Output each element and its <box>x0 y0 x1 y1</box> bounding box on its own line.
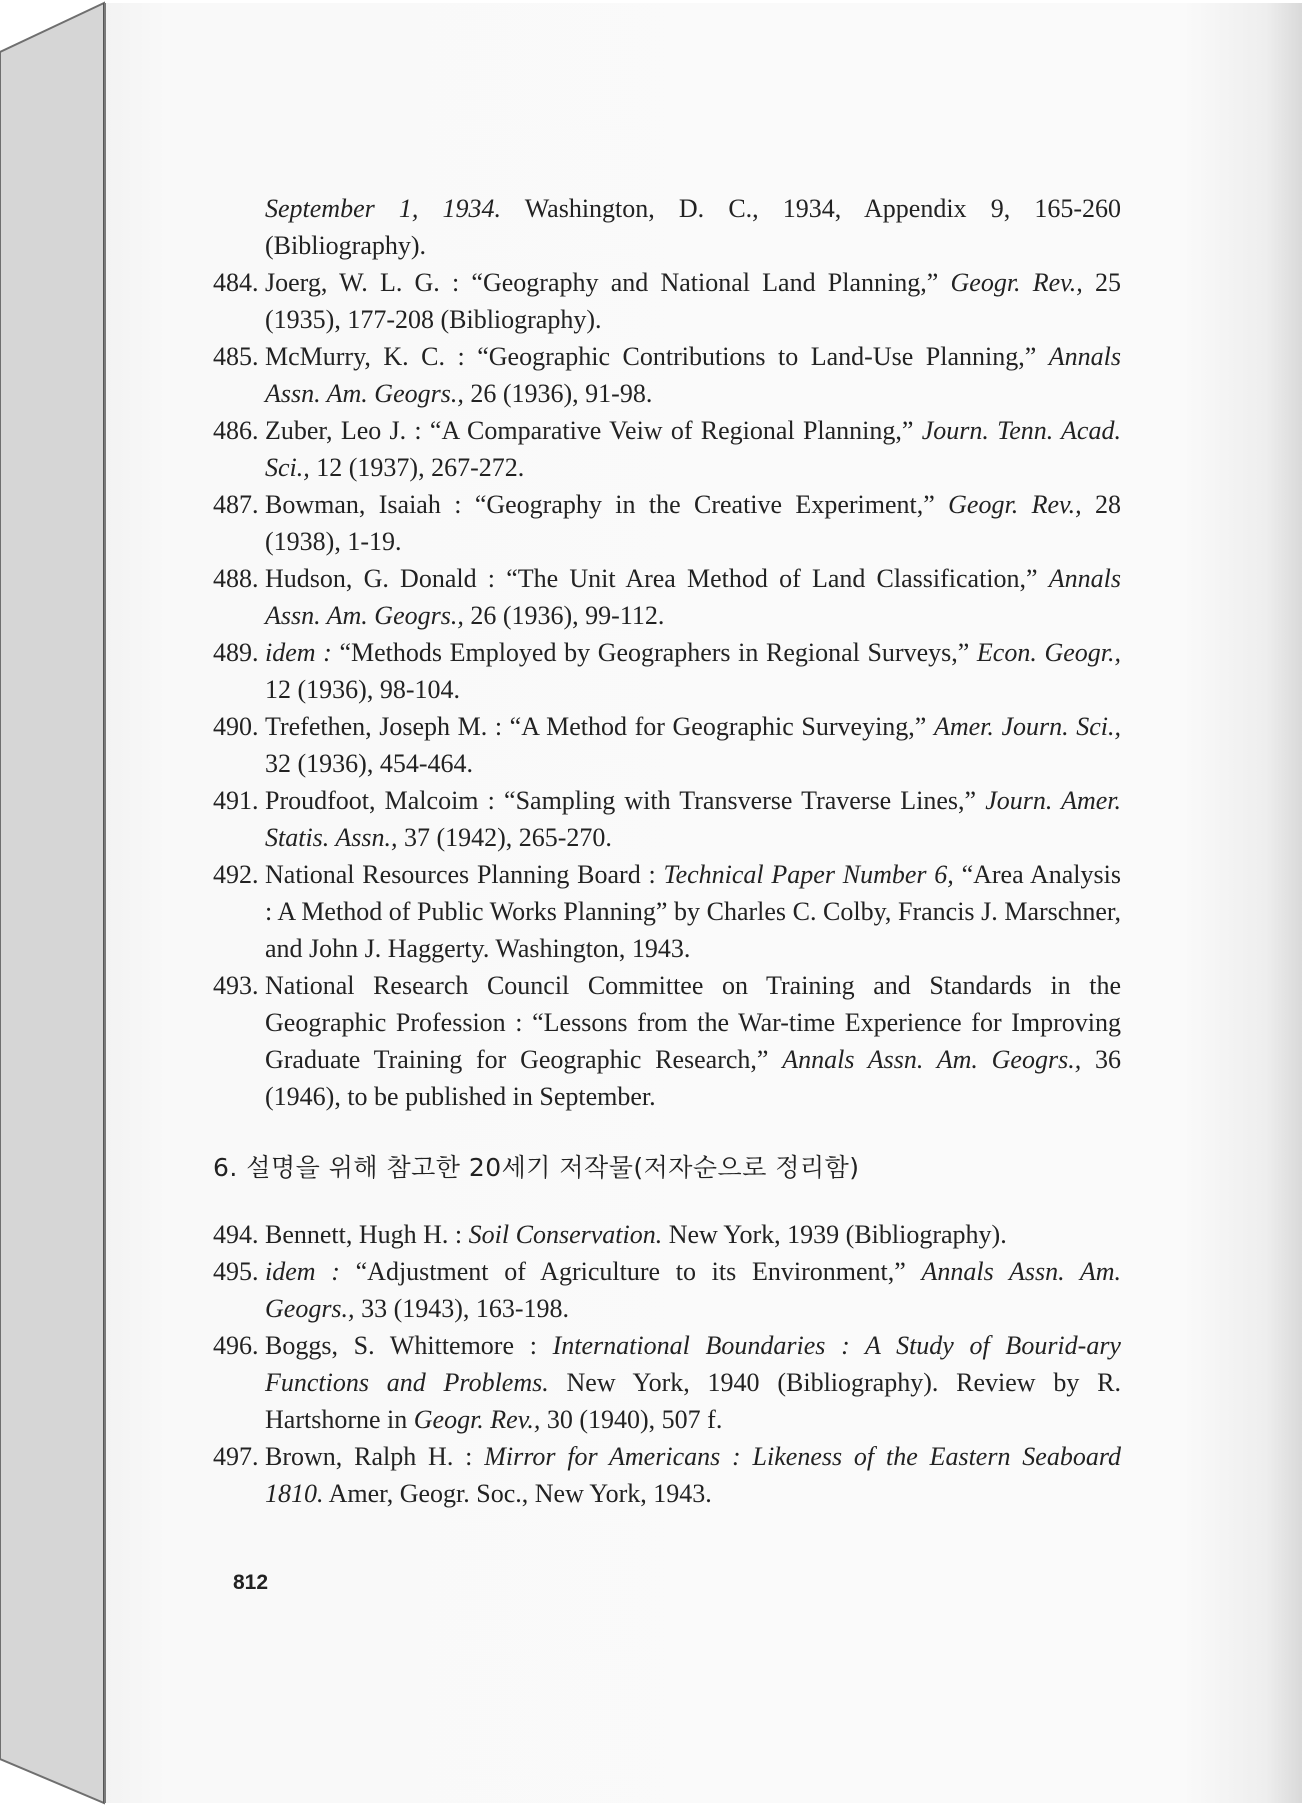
entry-number: 495. <box>213 1257 259 1286</box>
entry-text-segment: Amer, Geogr. Soc., New York, 1943. <box>323 1479 712 1508</box>
entry-italic-title: Journ. Amer. Statis. Assn., <box>265 786 1122 852</box>
entry-text-segment: “Adjustment of Agriculture to its Environment,” <box>339 1257 922 1286</box>
bibliography-entry <box>213 1216 1121 1253</box>
entry-text <box>265 1327 1121 1438</box>
entry-text <box>265 634 1121 708</box>
bibliography-entry <box>213 486 1121 560</box>
continued-entry-text: Washington, D. C., 1934, Appendix 9, 165-260 (Bibliography). <box>265 194 1121 260</box>
entry-number: 491. <box>213 786 259 815</box>
entry-text-segment: New York, 1939 (Bibliography). <box>662 1220 1007 1249</box>
bibliography-entry <box>213 412 1121 486</box>
entry-italic-title: Mirror for Americans : Likeness of the Eastern Seaboard 1810. <box>265 1442 1121 1508</box>
entry-number: 494. <box>213 1220 259 1249</box>
entry-text <box>265 967 1121 1115</box>
entry-italic-title: Annals Assn. Am. Geogrs., <box>265 342 1121 408</box>
entry-italic-title: Journ. Tenn. Acad. Sci., <box>265 416 1121 482</box>
entry-text <box>265 782 1121 856</box>
entry-text-segment: National Research Council Committee on Training and Standards in the Geographic Profession : “Lessons from the War-time Experience for Improving Graduate Training for Geographic Research,” <box>265 971 1121 1074</box>
entry-text-segment: Trefethen, Joseph M. : “A Method for Geographic Surveying,” <box>265 712 934 741</box>
entry-text-segment: 32 (1936), 454-464. <box>265 749 473 778</box>
entry-text <box>265 1438 1121 1512</box>
entry-italic-title: Annals Assn. Am. Geogrs., <box>265 564 1121 630</box>
entry-italic-title: Annals Assn. Am. Geogrs., <box>265 1257 1121 1323</box>
bibliography-entry <box>213 634 1121 708</box>
entry-text-segment: 33 (1943), 163-198. <box>354 1294 570 1323</box>
entry-text-segment: National Resources Planning Board : <box>265 860 664 889</box>
entry-text-segment: Zuber, Leo J. : “A Comparative Veiw of Regional Planning,” <box>265 416 922 445</box>
entry-text-segment: Proudfoot, Malcoim : “Sampling with Transverse Traverse Lines,” <box>265 786 986 815</box>
bibliography-entry <box>213 338 1121 412</box>
entry-text <box>265 264 1121 338</box>
entry-text-segment: 25 (1935), 177-208 (Bibliography). <box>265 268 1122 334</box>
section-heading: 6. 설명을 위해 참고한 20세기 저작물(저자순으로 정리함) <box>213 1153 860 1182</box>
entry-italic-title: Econ. Geogr., <box>976 638 1121 667</box>
entry-text-segment: Joerg, W. L. G. : “Geography and National Land Planning,” <box>265 268 951 297</box>
entry-italic-title: International Boundaries : A Study of Bourid-ary Functions and Problems. <box>265 1331 1121 1397</box>
entry-text-segment: “Area Analysis : A Method of Public Works Planning” by Charles C. Colby, Francis J. Marschner, and John J. Haggerty. Washington, 1943. <box>265 860 1121 963</box>
bibliography-entry <box>213 967 1121 1115</box>
page-content <box>213 190 1121 1512</box>
bibliography-list-a <box>213 264 1121 1115</box>
entry-italic-title: Soil Conservation. <box>468 1220 663 1249</box>
entry-text <box>265 338 1121 412</box>
entry-italic-title: Geogr. Rev., <box>950 268 1083 297</box>
entry-number: 485. <box>213 342 259 371</box>
entry-text <box>265 486 1121 560</box>
bibliography-entry <box>213 560 1121 634</box>
entry-text-segment: Brown, Ralph H. : <box>265 1442 485 1471</box>
entry-number: 496. <box>213 1331 259 1360</box>
entry-text-segment: McMurry, K. C. : “Geographic Contributions to Land-Use Planning,” <box>265 342 1049 371</box>
book-spine <box>0 3 104 1803</box>
entry-italic-title: Geogr. Rev., <box>948 490 1082 519</box>
bibliography-list-b <box>213 1216 1121 1512</box>
entry-text <box>265 856 1121 967</box>
entry-text-segment: New York, 1940 (Bibliography). Review by R. Hartshorne in <box>265 1368 1121 1434</box>
entry-text-segment: Boggs, S. Whittemore : <box>265 1331 553 1360</box>
entry-text-segment: 37 (1942), 265-270. <box>397 823 612 852</box>
entry-number: 487. <box>213 490 259 519</box>
entry-number: 493. <box>213 971 259 1000</box>
bibliography-entry <box>213 264 1121 338</box>
entry-text-segment: 28 (1938), 1-19. <box>265 490 1121 556</box>
continued-entry-italic: September 1, 1934. <box>265 194 502 223</box>
bibliography-entry <box>213 1253 1121 1327</box>
entry-text <box>265 412 1121 486</box>
entry-number: 497. <box>213 1442 259 1471</box>
entry-italic-title: idem : <box>265 638 332 667</box>
entry-text-segment: Bennett, Hugh H. : <box>265 1220 469 1249</box>
entry-number: 490. <box>213 712 259 741</box>
entry-text <box>265 560 1121 634</box>
entry-text-segment: 36 (1946), to be published in September. <box>265 1045 1121 1111</box>
bibliography-entry <box>213 1438 1121 1512</box>
entry-number: 484. <box>213 268 259 297</box>
entry-text-segment: 26 (1936), 91-98. <box>463 379 653 408</box>
entry-text <box>265 1216 1121 1253</box>
entry-text-segment: Hudson, G. Donald : “The Unit Area Method of Land Classification,” <box>265 564 1049 593</box>
entry-italic-title: Amer. Journ. Sci., <box>933 712 1121 741</box>
continued-entry <box>213 190 1121 264</box>
entry-text <box>265 708 1121 782</box>
bibliography-entry <box>213 782 1121 856</box>
entry-text-segment: Bowman, Isaiah : “Geography in the Creative Experiment,” <box>265 490 949 519</box>
bibliography-entry <box>213 1327 1121 1438</box>
entry-text-segment: 30 (1940), 507 f. <box>540 1405 723 1434</box>
entry-text <box>265 1253 1121 1327</box>
page-number: 812 <box>233 1571 269 1594</box>
entry-text-segment: 26 (1936), 99-112. <box>463 601 665 630</box>
entry-text-segment: “Methods Employed by Geographers in Regional Surveys,” <box>331 638 977 667</box>
bibliography-entry <box>213 856 1121 967</box>
entry-text-segment: 12 (1936), 98-104. <box>265 675 460 704</box>
entry-italic-title: Annals Assn. Am. Geogrs., <box>782 1045 1082 1074</box>
entry-number: 488. <box>213 564 259 593</box>
entry-italic-title: Technical Paper Number 6, <box>663 860 954 889</box>
entry-italic-title: Geogr. Rev., <box>413 1405 541 1434</box>
entry-number: 492. <box>213 860 259 889</box>
entry-number: 489. <box>213 638 259 667</box>
entry-number: 486. <box>213 416 259 445</box>
bibliography-entry <box>213 708 1121 782</box>
entry-italic-title: idem : <box>265 1257 340 1286</box>
entry-text-segment: 12 (1937), 267-272. <box>309 453 525 482</box>
